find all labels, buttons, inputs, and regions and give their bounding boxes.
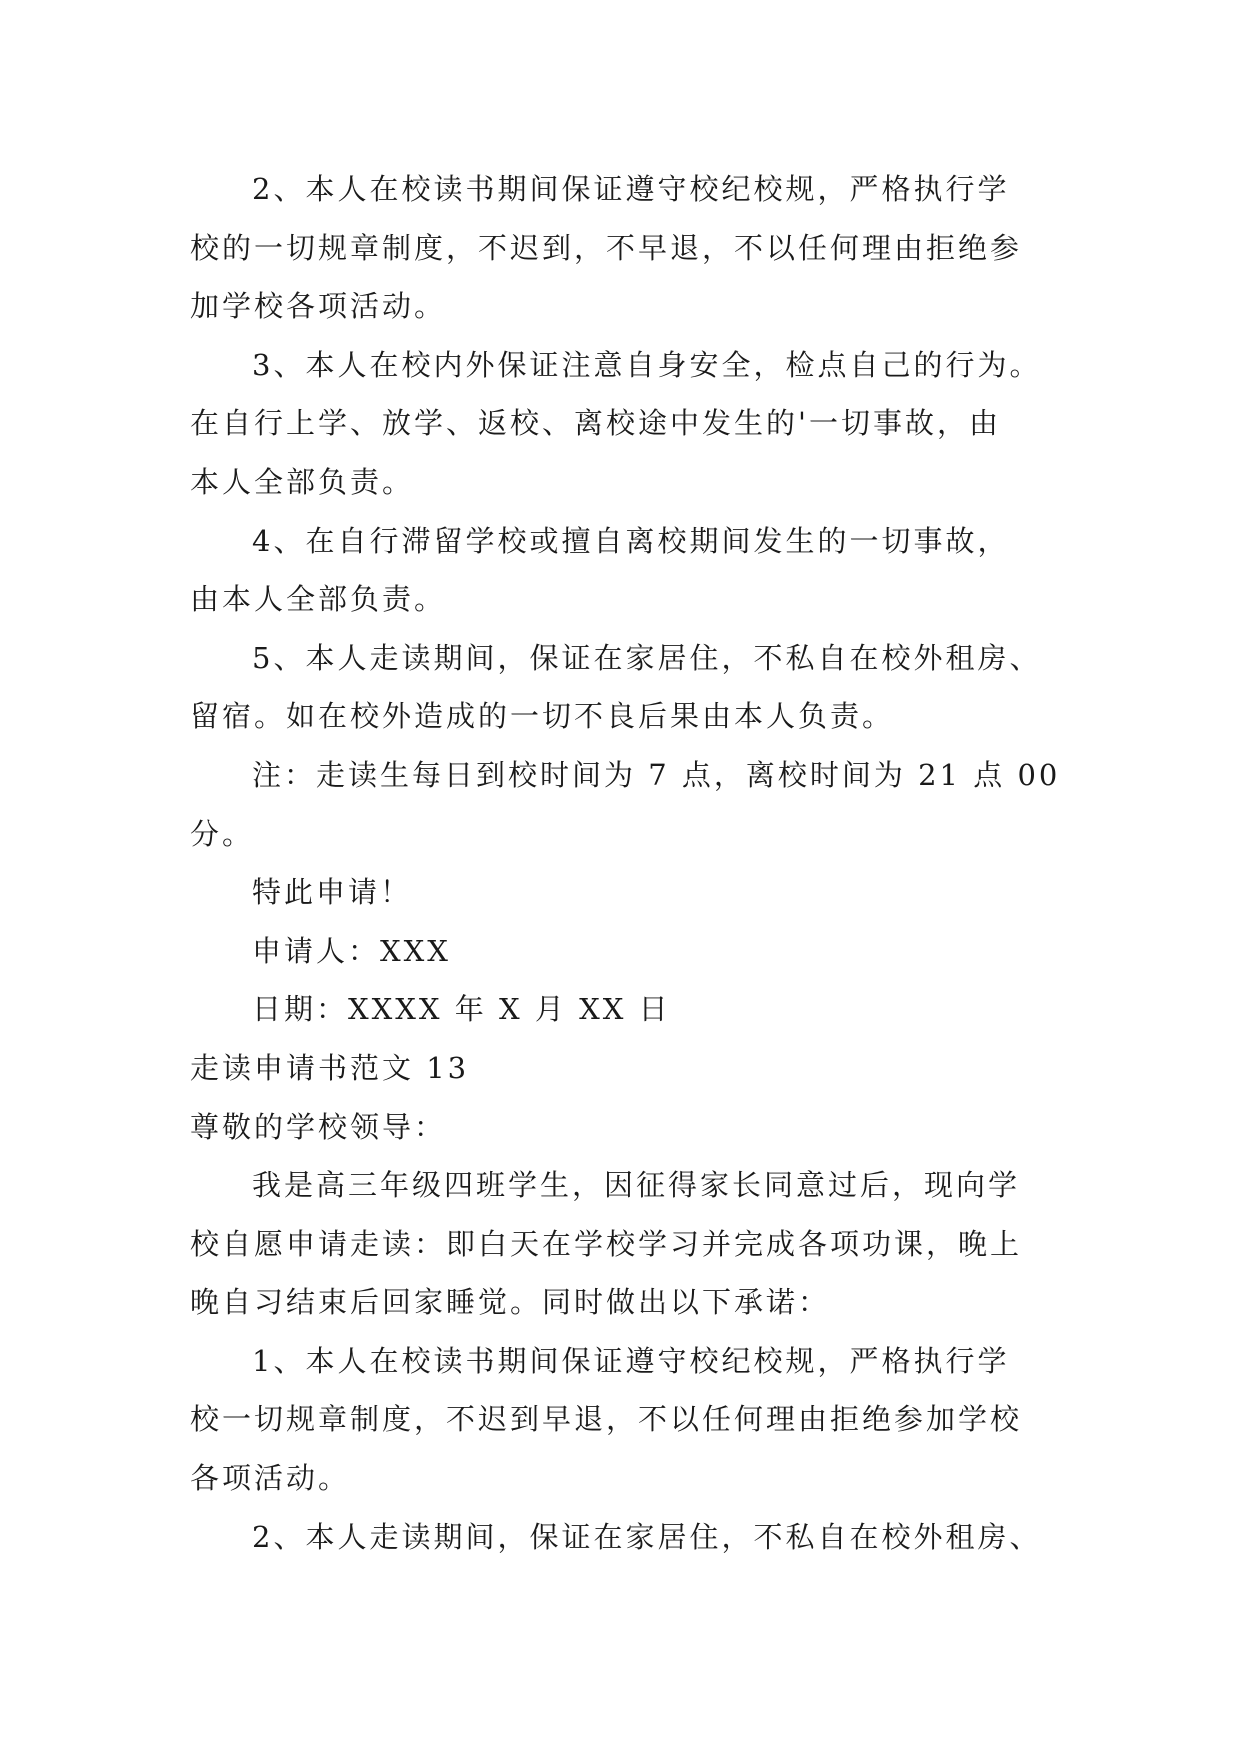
text-line: 我是高三年级四班学生，因征得家长同意过后，现向学 xyxy=(252,1168,1021,1203)
text-line: 注：走读生每日到校时间为 7 点，离校时间为 21 点 00 xyxy=(252,757,1061,792)
text-line: 1、本人在校读书期间保证遵守校纪校规，严格执行学 xyxy=(252,1343,1010,1378)
text-line: 本人全部负责。 xyxy=(190,464,415,499)
text-line: 2、本人走读期间，保证在家居住，不私自在校外租房、 xyxy=(252,1519,1042,1554)
text-line: 由本人全部负责。 xyxy=(190,582,447,617)
text-line: 特此申请！ xyxy=(252,875,413,910)
text-line: 在自行上学、放学、返校、离校途中发生的'一切事故，由 xyxy=(190,406,1001,441)
applicant-line: 申请人：XXX xyxy=(252,933,451,968)
text-line: 晚自习结束后回家睡觉。同时做出以下承诺： xyxy=(190,1285,831,1320)
text-line: 加学校各项活动。 xyxy=(190,289,447,324)
text-line: 5、本人走读期间，保证在家居住，不私自在校外租房、 xyxy=(252,640,1042,675)
text-line: 留宿。如在校外造成的一切不良后果由本人负责。 xyxy=(190,699,895,734)
salutation: 尊敬的学校领导： xyxy=(190,1109,447,1144)
section-heading: 走读申请书范文 13 xyxy=(190,1050,470,1085)
text-line: 4、在自行滞留学校或擅自离校期间发生的一切事故， xyxy=(252,523,1010,558)
text-line: 校一切规章制度，不迟到早退，不以任何理由拒绝参加学校 xyxy=(190,1402,1023,1437)
text-line: 3、本人在校内外保证注意自身安全，检点自己的行为。 xyxy=(252,347,1042,382)
text-line: 分。 xyxy=(190,816,255,851)
date-line: 日期：XXXX 年 X 月 XX 日 xyxy=(252,992,671,1027)
text-line: 2、本人在校读书期间保证遵守校纪校规，严格执行学 xyxy=(252,172,1010,206)
text-line: 校的一切规章制度，不迟到，不早退，不以任何理由拒绝参 xyxy=(190,230,1023,265)
text-line: 各项活动。 xyxy=(190,1461,351,1496)
document-body xyxy=(190,160,1070,1566)
text-line: 校自愿申请走读：即白天在学校学习并完成各项功课，晚上 xyxy=(190,1226,1023,1261)
